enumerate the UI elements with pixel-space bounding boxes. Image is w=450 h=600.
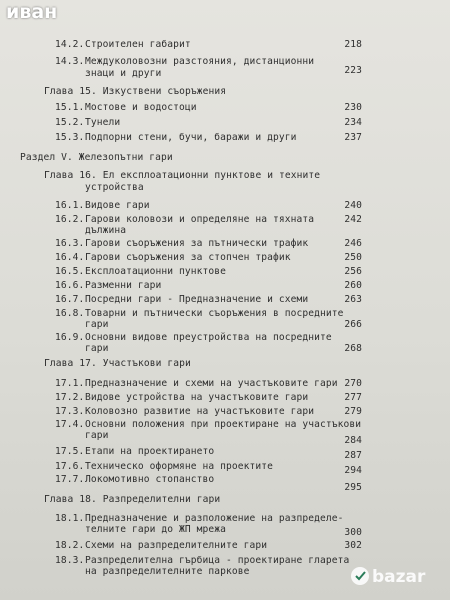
section-title: Видове гари: [85, 200, 150, 211]
page-number: 294: [344, 465, 362, 476]
section-number: 15.3.: [55, 132, 85, 143]
page-number: 246: [344, 238, 362, 249]
section-title: Гарови съоръжения за стопчен трафик: [85, 252, 291, 263]
page-number: 279: [344, 406, 362, 417]
chapter-title: Глава 15. Изкуствени съоръжения: [44, 86, 227, 97]
section-title: Предназначение и схеми на участъковите гари: [85, 378, 338, 389]
bazar-logo: [348, 558, 444, 594]
section-title: Строителен габарит: [85, 39, 191, 50]
section-number: 14.2.: [55, 39, 85, 50]
section-number: 17.1.: [55, 378, 85, 389]
page-number: 242: [344, 214, 362, 225]
section-number: 16.3.: [55, 238, 85, 249]
section-title: гари: [85, 319, 109, 330]
section-number: 16.9.: [55, 332, 85, 343]
section-title: Основни положения при проектиране на участъкови: [85, 419, 362, 430]
section-title: Междуколовозни разстояния, дистанционни: [85, 56, 315, 67]
page-number: 277: [344, 392, 362, 403]
part-title: Раздел V. Железопътни гари: [20, 152, 173, 163]
section-title: Тунели: [85, 117, 121, 128]
chapter-title: Глава 16. Ел експлоатационни пунктове и техните: [44, 170, 321, 181]
section-title: Коловозно развитие на участъковите гари: [85, 406, 315, 417]
page-number: 270: [344, 378, 362, 389]
page-number: 256: [344, 266, 362, 277]
section-title: Етапи на проектирането: [85, 446, 215, 457]
section-title: Подпорни стени, бучи, баражи и други: [85, 132, 297, 143]
section-title: Схеми на разпределителните гари: [85, 540, 268, 551]
page-number: 263: [344, 294, 362, 305]
page-number: 223: [344, 65, 362, 76]
section-title: телните гари до ЖП мрежа: [85, 524, 227, 535]
section-title: Мостове и водостоци: [85, 102, 197, 113]
section-title: Товарни и пътнически съоръжения в посредните: [85, 308, 344, 319]
chapter-title: Глава 17. Участъкови гари: [44, 358, 191, 369]
section-title: Видове устройства на участъковите гари: [85, 392, 309, 403]
section-number: 17.2.: [55, 392, 85, 403]
section-title: Локомотивно стопанство: [85, 474, 215, 485]
chapter-title: устройства: [85, 182, 144, 193]
logo-text: bazar: [372, 567, 426, 587]
section-title: Разпределителна гърбица - проектиране гларета: [85, 555, 350, 566]
section-title: дължина: [85, 225, 127, 236]
section-title: Разменни гари: [85, 280, 162, 291]
section-number: 14.3.: [55, 56, 85, 67]
page-number: 300: [344, 527, 362, 538]
section-number: 18.2.: [55, 540, 85, 551]
page-number: 240: [344, 200, 362, 211]
section-number: 16.8.: [55, 308, 85, 319]
section-title: Гарови съоръжения за пътнически трафик: [85, 238, 309, 249]
section-number: 15.2.: [55, 117, 85, 128]
section-number: 16.5.: [55, 266, 85, 277]
section-number: 16.1.: [55, 200, 85, 211]
section-title: Основни видове преустройства на посредните: [85, 332, 332, 343]
page-number: 260: [344, 280, 362, 291]
section-number: 18.1.: [55, 513, 85, 524]
section-number: 18.3.: [55, 555, 85, 566]
page-number: 268: [344, 343, 362, 354]
section-number: 16.6.: [55, 280, 85, 291]
section-number: 17.3.: [55, 406, 85, 417]
page-number: 287: [344, 450, 362, 461]
page-number: 230: [344, 102, 362, 113]
user-watermark: иван: [6, 1, 58, 23]
section-number: 17.4.: [55, 419, 85, 430]
section-title: гари: [85, 343, 109, 354]
page-number: 218: [344, 39, 362, 50]
section-title: Посредни гари - Предназначение и схеми: [85, 294, 309, 305]
section-number: 17.7.: [55, 474, 85, 485]
section-title: Гарови коловози и определяне на тяхната: [85, 214, 315, 225]
section-number: 17.5.: [55, 446, 85, 457]
page-number: 284: [344, 435, 362, 446]
section-number: 16.2.: [55, 214, 85, 225]
page-number: 295: [344, 482, 362, 493]
section-title: Предназначение и разположение на разпределе-: [85, 513, 344, 524]
section-number: 15.1.: [55, 102, 85, 113]
section-title: знаци и други: [85, 68, 162, 79]
section-title: гари: [85, 430, 109, 441]
section-number: 16.4.: [55, 252, 85, 263]
section-title: на разпределителните паркове: [85, 566, 250, 577]
page-number: 266: [344, 319, 362, 330]
section-number: 16.7.: [55, 294, 85, 305]
section-title: Техническо оформяне на проектите: [85, 461, 274, 472]
chapter-title: Глава 18. Разпределителни гари: [44, 494, 221, 505]
page-number: 237: [344, 132, 362, 143]
page-number: 250: [344, 252, 362, 263]
section-number: 17.6.: [55, 461, 85, 472]
page-number: 302: [344, 540, 362, 551]
page-number: 234: [344, 117, 362, 128]
section-title: Експлоатационни пунктове: [85, 266, 227, 277]
